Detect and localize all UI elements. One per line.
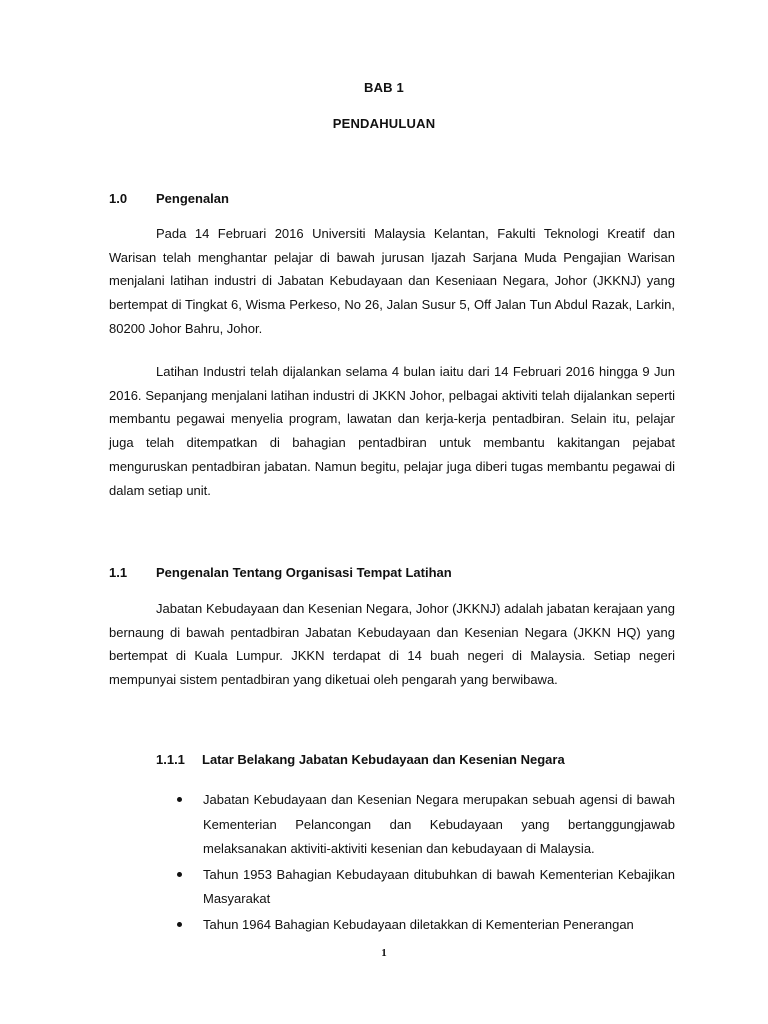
section-number: 1.1 [109,565,128,580]
bullet-icon [177,872,182,877]
list-item-text: Tahun 1953 Bahagian Kebudayaan ditubuhkan di bawah Kementerian Kebajikan Masyarakat [203,866,675,906]
paragraph-intro-2: Latihan Industri telah dijalankan selama 4 bulan iaitu dari 14 Februari 2016 hingga 9 Jun 2016. Sepanjang menjalani latihan industri di JKKN Johor, pelbagai aktiviti telah dijalankan seperti membantu pegawai menyelia program, lawatan dan kerja-kerja pentadbiran. Selain itu, pelajar juga telah ditempatkan di bahagian pentadbiran untuk membantu kakitangan pejabat menguruskan pentadbiran jabatan. Namun begitu, pelajar juga diberi tugas membantu pegawai di dalam setiap unit. [109,364,675,498]
background-bullet-list [177,788,675,938]
section-number: 1.0 [109,191,128,206]
paragraph-organisation: Jabatan Kebudayaan dan Kesenian Negara, Johor (JKKNJ) adalah jabatan kerajaan yang bernaung di bawah pentadbiran Jabatan Kebudayaan dan Kesenian Negara (JKKN HQ) yang bertempat di Kuala Lumpur. JKKN terdapat di 14 buah negeri di Malaysia. Setiap negeri mempunyai sistem pentadbiran yang diketuai oleh pengarah yang berwibawa. [109,601,675,688]
section-heading-1-0 [109,191,229,206]
page-number: 1 [381,947,387,959]
bullet-icon [177,922,182,927]
chapter-number: BAB 1 [363,80,404,95]
list-item-text: Tahun 1964 Bahagian Kebudayaan diletakkan di Kementerian Penerangan [203,916,634,932]
bullet-icon [177,797,182,802]
section-number: 1.1.1 [156,752,185,767]
section-title: Pengenalan Tentang Organisasi Tempat Latihan [156,565,452,580]
list-item [177,863,675,912]
section-title: Latar Belakang Jabatan Kebudayaan dan Kesenian Negara [202,752,565,767]
chapter-title: PENDAHULUAN [332,116,436,131]
section-heading-1-1-1 [156,752,565,767]
section-title: Pengenalan [156,191,229,206]
list-item [177,788,675,862]
list-item [177,913,675,938]
section-heading-1-1 [109,565,452,580]
paragraph-intro-1: Pada 14 Februari 2016 Universiti Malaysia Kelantan, Fakulti Teknologi Kreatif dan Warisan telah menghantar pelajar di bawah jurusan Ijazah Sarjana Muda Pengajian Warisan menjalani latihan industri di Jabatan Kebudayaan dan Keseniaan Negara, Johor (JKKNJ) yang bertempat di Tingkat 6, Wisma Perkeso, No 26, Jalan Susur 5, Off Jalan Tun Abdul Razak, Larkin, 80200 Johor Bahru, Johor. [109,226,675,336]
list-item-text: Jabatan Kebudayaan dan Kesenian Negara merupakan sebuah agensi di bawah Kementerian Pelancongan dan Kebudayaan yang bertanggungjawab melaksanakan aktiviti-aktiviti kesenian dan kebudayaan di Malaysia. [203,792,675,856]
